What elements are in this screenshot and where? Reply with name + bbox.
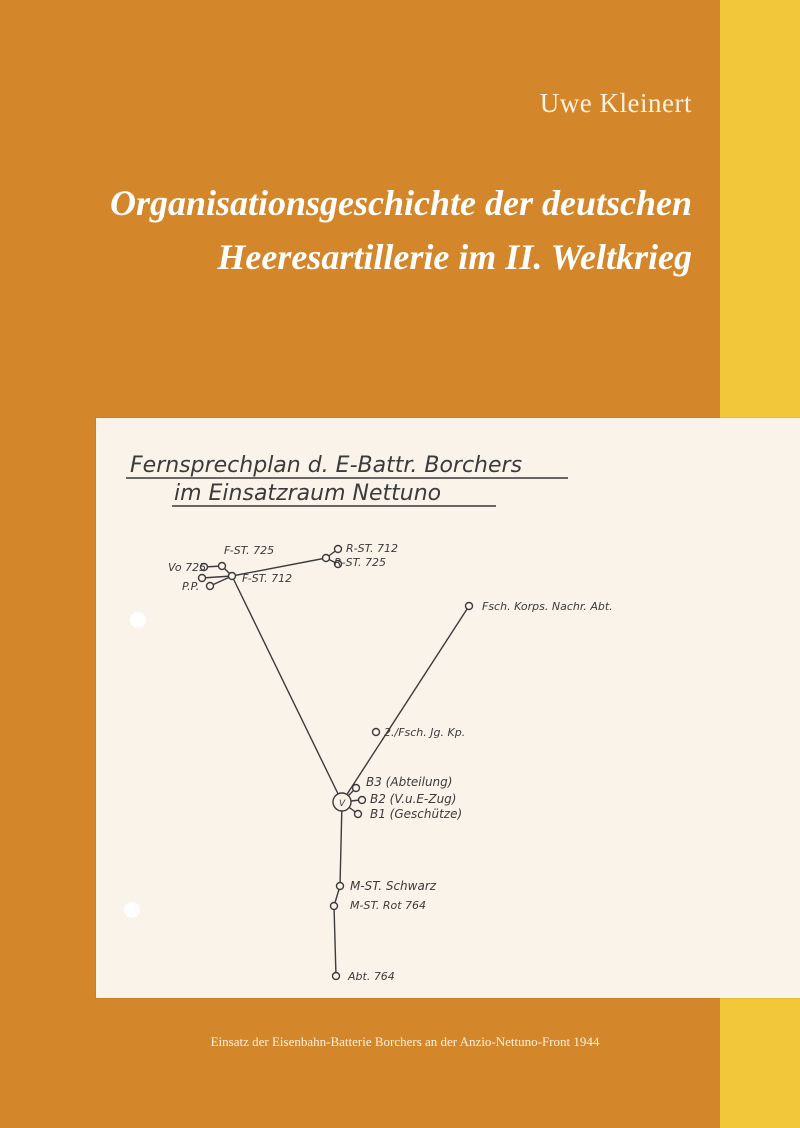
label-fst725: F-ST. 725 [224,544,275,557]
label-rst725: R-ST. 725 [334,556,386,569]
node-fst725 [219,563,226,570]
label-korps: Fsch. Korps. Nachr. Abt. [482,600,613,613]
node-rst712 [335,546,342,553]
label-b1: B1 (Geschütze) [370,807,463,821]
label-vo725: Vo 725 [168,561,207,574]
punch-hole-bottom [124,902,140,918]
label-abt764: Abt. 764 [348,970,395,983]
node-abt764 [333,973,340,980]
author-name: Uwe Kleinert [539,88,692,118]
node-mst-rot [331,903,338,910]
node-pp [207,583,214,590]
title-line-2: Heeresartillerie im II. Weltkrieg [217,237,692,277]
label-b2: B2 (V.u.E-Zug) [370,792,457,806]
cover-subtitle: Einsatz der Eisenbahn-Batterie Borchers an der Anzio-Nettuno-Front 1944 [210,1034,600,1049]
node-b2 [359,797,366,804]
node-junction [323,555,330,562]
label-b3: B3 (Abteilung) [366,775,453,789]
title-line-1: Organisationsgeschichte der deutschen [109,183,692,223]
label-rst712: R-ST. 712 [346,542,398,555]
telephone-plan-image [96,418,800,998]
node-mst-schwarz [337,883,344,890]
plan-heading-1: Fernsprechplan d. E-Battr. Borchers [130,453,523,478]
node-b3 [353,785,360,792]
node-fst712 [229,573,236,580]
label-mst-schwarz: M-ST. Schwarz [350,879,437,893]
book-title [32,176,692,284]
label-jgkp: 2./Fsch. Jg. Kp. [384,726,466,739]
node-korps [466,603,473,610]
plan-heading-2: im Einsatzraum Nettuno [174,481,442,506]
punch-hole-top [130,612,146,628]
label-mst-rot: M-ST. Rot 764 [350,899,427,912]
v-label: V [339,799,346,809]
label-fst712: F-ST. 712 [242,572,293,585]
node-jgkp [373,729,380,736]
node-b1 [355,811,362,818]
label-pp: P.P. [182,580,200,593]
node-vo725b [199,575,206,582]
telephone-plan-diagram [96,418,800,998]
